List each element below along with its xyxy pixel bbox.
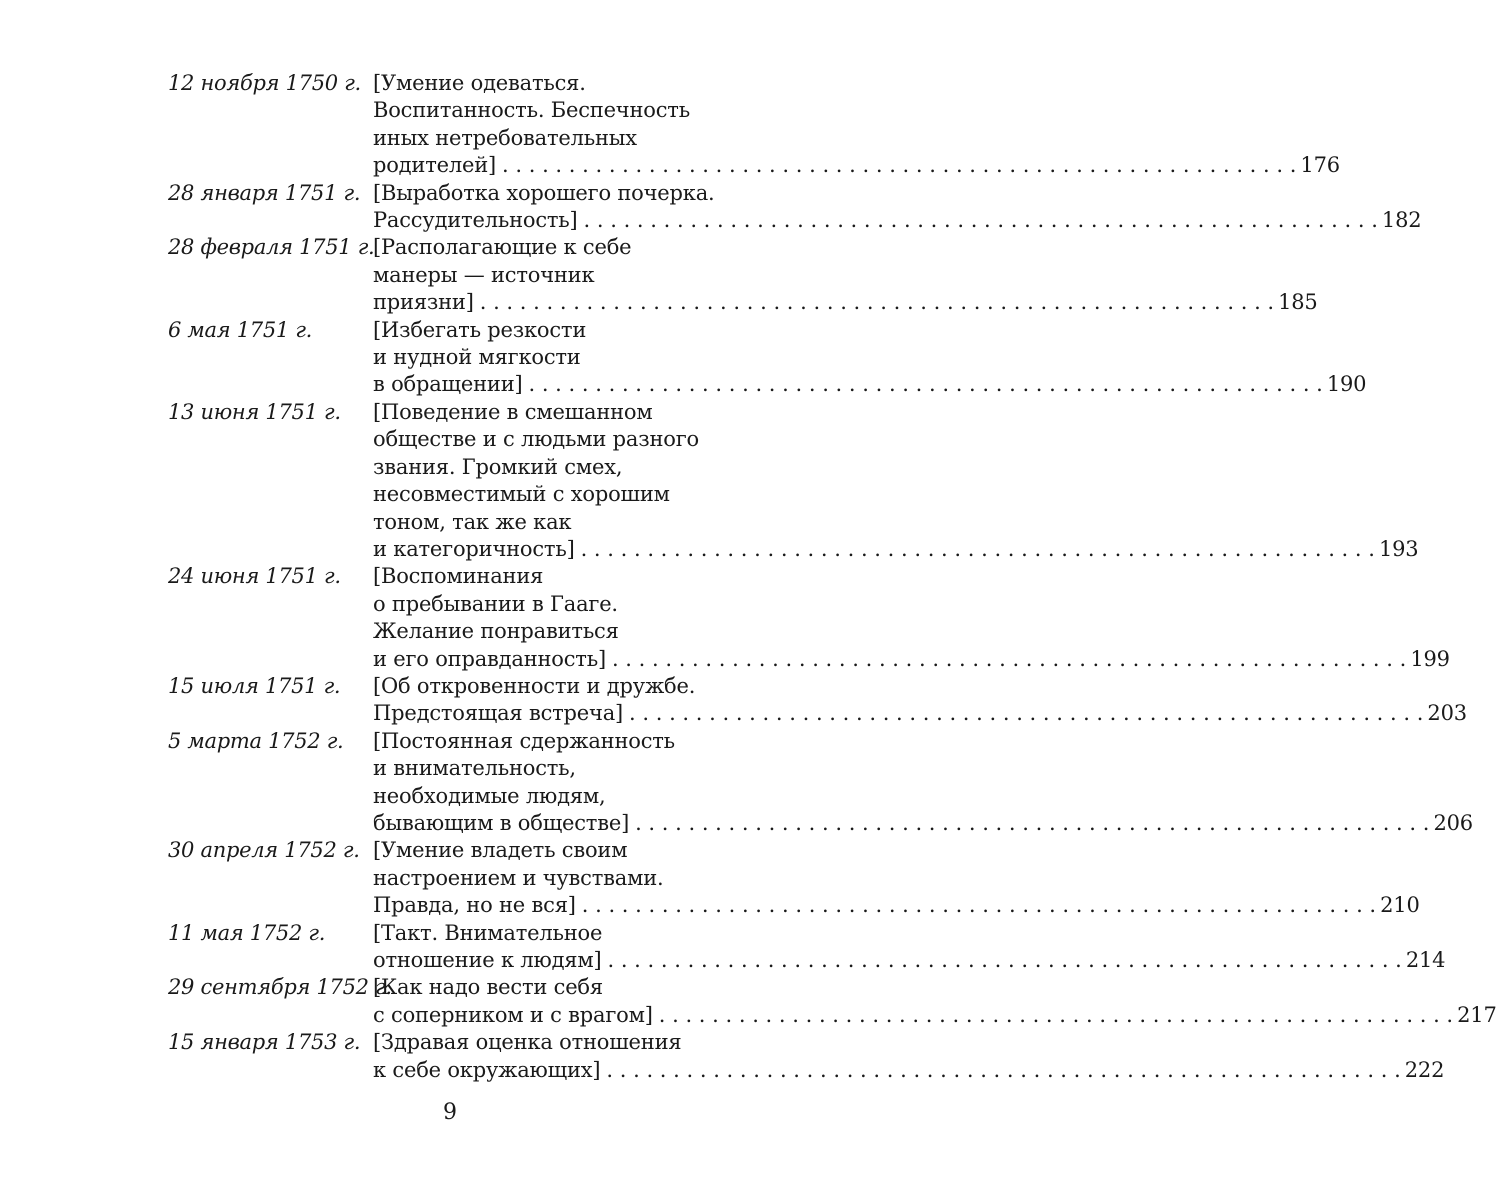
entry-date: 15 января 1753 г. [168, 1030, 361, 1055]
entry-date: 15 июля 1751 г. [168, 673, 341, 698]
entry-page-number: 199 [1410, 646, 1450, 671]
entry-description [373, 974, 1497, 1029]
entry-description [373, 837, 1420, 919]
entry-page-number: 176 [1300, 153, 1340, 178]
entry-description [373, 234, 1318, 316]
entry-line: к себе окружающих] [373, 1057, 601, 1082]
entry-page-number: 193 [1378, 536, 1419, 561]
entry-last-line [373, 207, 1421, 234]
entry-line: [Поведение в смешанном [373, 399, 653, 424]
entry-last-line [373, 1057, 1444, 1084]
entry-line: [Выработка хорошего почерка. [373, 180, 715, 205]
toc-entry [168, 563, 1450, 673]
entry-last-line [373, 810, 1473, 837]
dot-leader [578, 207, 1382, 234]
entry-page-number: 206 [1433, 810, 1473, 835]
entry-line: Рассудительность] [373, 208, 578, 233]
table-of-contents [168, 70, 1497, 1084]
entry-line: манеры — источник [373, 262, 595, 287]
toc-entry [168, 920, 1446, 975]
entry-line: Желание понравиться [373, 619, 619, 644]
dot-leader [600, 1057, 1404, 1084]
entry-last-line [373, 892, 1420, 919]
entry-line: отношение к людям] [373, 948, 602, 972]
entry-line: [Воспоминания [373, 564, 544, 589]
toc-entry [168, 837, 1420, 919]
entry-date: 28 февраля 1751 г. [168, 235, 375, 260]
toc-entry [168, 728, 1473, 838]
entry-description [373, 399, 1418, 563]
entry-date: 12 ноября 1750 г. [168, 71, 361, 95]
entry-page-number: 190 [1326, 372, 1367, 397]
entry-page-number: 203 [1427, 701, 1467, 726]
entry-line: [Как надо вести себя [373, 975, 603, 1000]
entry-line: Правда, но не вся] [373, 893, 576, 918]
entry-date: 30 апреля 1752 г. [168, 838, 360, 863]
toc-entry [168, 70, 1340, 180]
entry-line: о пребывании в Гааге. [373, 591, 618, 616]
entry-description [373, 673, 1467, 728]
entry-line: в обращении] [373, 372, 523, 397]
entry-line: и внимательность, [373, 756, 576, 781]
entry-line: [Располагающие к себе [373, 235, 632, 260]
entry-line: с соперником и с врагом] [373, 1002, 653, 1027]
entry-line: Воспитанность. Беспечность [373, 98, 690, 123]
entry-date: 13 июня 1751 г. [168, 399, 341, 424]
dot-leader [496, 152, 1300, 179]
entry-last-line [373, 700, 1467, 727]
entry-date: 5 марта 1752 г. [168, 728, 344, 753]
toc-entry [168, 317, 1367, 399]
dot-leader [629, 810, 1433, 837]
entry-line: иных нетребовательных [373, 125, 637, 150]
entry-page-number: 182 [1381, 208, 1422, 233]
entry-description [373, 70, 1340, 180]
entry-line: тоном, так же как [373, 509, 572, 534]
dot-leader [576, 892, 1380, 919]
page-number: 9 [443, 1100, 457, 1125]
entry-line: [Об откровенности и дружбе. [373, 673, 696, 698]
entry-line: [Такт. Внимательное [373, 920, 603, 945]
entry-line: обществе и с людьми разного [373, 427, 699, 452]
entry-line: и категоричность] [373, 536, 575, 561]
entry-line: [Умение одеваться. [373, 71, 586, 95]
entry-date: 24 июня 1751 г. [168, 564, 341, 589]
entry-page-number: 217 [1457, 1002, 1497, 1027]
entry-last-line [373, 536, 1418, 563]
entry-line: настроением и чувствами. [373, 865, 664, 890]
dot-leader [522, 371, 1326, 398]
toc-entry [168, 673, 1467, 728]
entry-line: [Избегать резкости [373, 317, 587, 342]
entry-description [373, 728, 1473, 838]
entry-last-line [373, 646, 1450, 673]
entry-description [373, 563, 1450, 673]
entry-line: бывающим в обществе] [373, 810, 630, 835]
entry-line: звания. Громкий смех, [373, 454, 623, 479]
dot-leader [601, 947, 1405, 974]
toc-entry [168, 399, 1419, 563]
entry-line: [Умение владеть своим [373, 838, 628, 863]
dot-leader [653, 1002, 1457, 1029]
toc-entry [168, 180, 1422, 235]
entry-description [373, 920, 1445, 975]
entry-line: Предстоящая встреча] [373, 701, 624, 726]
dot-leader [575, 536, 1379, 563]
dot-leader [474, 289, 1278, 316]
toc-entry [168, 974, 1497, 1029]
entry-last-line [373, 947, 1445, 974]
entry-page-number: 185 [1278, 290, 1318, 315]
entry-page-number: 210 [1380, 893, 1420, 918]
toc-entry [168, 1029, 1445, 1084]
dot-leader [606, 646, 1410, 673]
dot-leader [623, 700, 1427, 727]
entry-line: [Постоянная сдержанность [373, 728, 675, 753]
entry-last-line [373, 152, 1340, 179]
entry-page-number: 222 [1404, 1057, 1445, 1082]
entry-last-line [373, 1002, 1497, 1029]
entry-last-line [373, 371, 1366, 398]
entry-description [373, 317, 1366, 399]
entry-date: 28 января 1751 г. [168, 180, 361, 205]
entry-last-line [373, 289, 1318, 316]
entry-date: 11 мая 1752 г. [168, 920, 326, 945]
entry-line: и нудной мягкости [373, 345, 581, 370]
entry-line: родителей] [373, 153, 497, 178]
entry-page-number: 214 [1405, 948, 1446, 972]
entry-line: приязни] [373, 290, 474, 315]
entry-description [373, 1029, 1444, 1084]
entry-date: 29 сентября 1752 г. [168, 975, 392, 1000]
entry-description [373, 180, 1421, 235]
entry-line: необходимые людям, [373, 783, 606, 808]
entry-line: [Здравая оценка отношения [373, 1030, 682, 1055]
entry-line: несовместимый с хорошим [373, 482, 670, 507]
entry-line: и его оправданность] [373, 646, 606, 671]
toc-entry [168, 234, 1318, 316]
entry-date: 6 мая 1751 г. [168, 317, 313, 342]
